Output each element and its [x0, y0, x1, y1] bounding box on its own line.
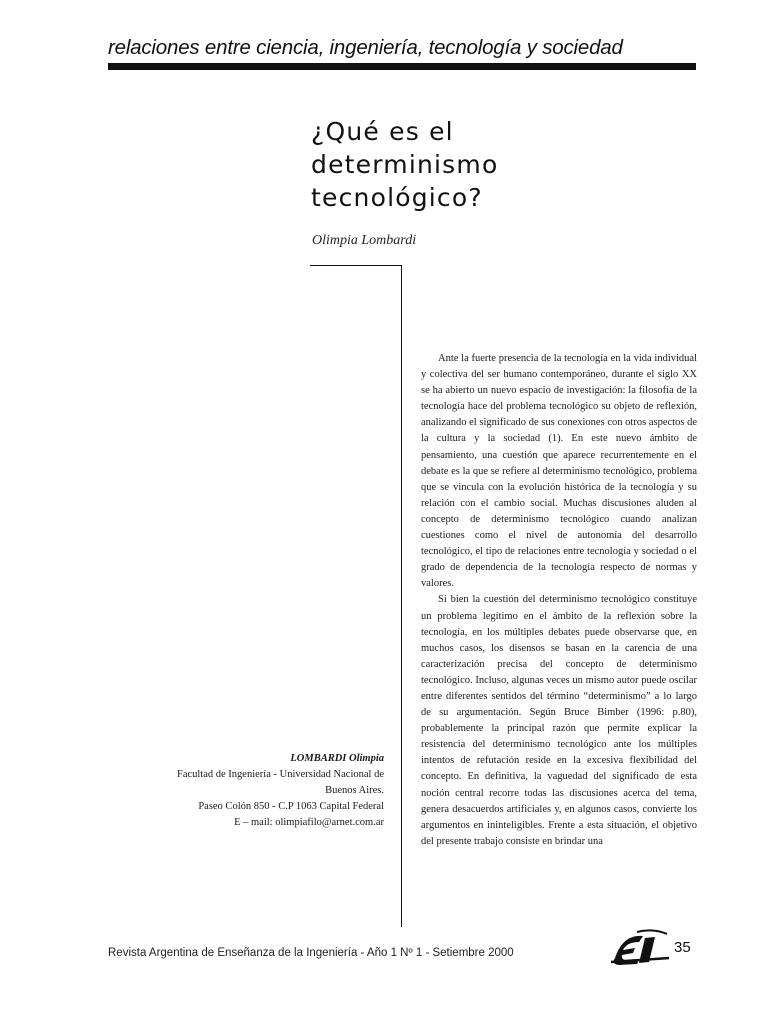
article-body	[421, 351, 697, 850]
affiliation-line: Facultad de Ingeniería - Universidad Nacional de	[176, 769, 384, 781]
body-paragraph: Si bien la cuestión del determinismo tecnológico constituye un problema legítimo en el ámbito de la reflexión sobre la tecnología, en los múltiples debates puede observarse que, en muchos casos, los disensos se basan en la carencia de una caracterización precisa del concepto de determinismo tecnológico. Incluso, algunas veces un mismo autor puede oscilar entre diferentes sentidos del término “determinismo” a lo largo de su argumentación. Según Bruce Bimber (1996: p.80), probablemente la principal razón que permite explicar la resistencia del determinismo tecnológico ante los múltiples intentos de refutación reside en la excesiva flexibilidad del concepto. En definitiva, la vaguedad del significado de esta noción central recorre todas las discusiones acerca del tema, genera desacuerdos artificiales y, en algunos casos, convierte los argumentos en ininteligibles. Frente a esta situación, el objetivo del presente trabajo consiste en brindar una	[421, 594, 697, 847]
article-author: Olimpia Lombardi	[312, 233, 417, 248]
title-line: tecnológico?	[311, 183, 483, 212]
journal-footer: Revista Argentina de Enseñanza de la Ingeniería - Año 1 Nº 1 - Setiembre 2000	[108, 947, 514, 959]
affiliation-name: LOMBARDI Olimpia	[290, 753, 384, 764]
page-number: 35	[674, 939, 691, 956]
divider-vertical	[401, 265, 402, 927]
affiliation-line: E – mail: olimpiafilo@arnet.com.ar	[234, 817, 384, 829]
journal-logo-icon	[609, 928, 671, 966]
running-head: relaciones entre ciencia, ingeniería, tecnología y sociedad	[108, 36, 623, 59]
divider-horizontal	[310, 265, 401, 266]
author-affiliation	[110, 751, 384, 831]
title-line: determinismo	[311, 150, 499, 179]
title-line: ¿Qué es el	[311, 117, 454, 146]
header-rule	[108, 63, 696, 70]
body-paragraph: Ante la fuerte presencia de la tecnología en la vida individual y colectiva del ser humano contemporáneo, durante el siglo XX se ha abierto un nuevo espacio de investigación: la filosofía de la tecnología hace del problema tecnológico su objeto de reflexión, analizando el significado de sus conexiones con otros aspectos de la cultura y la sociedad (1). En este nuevo ámbito de pensamiento, una cuestión que aparece recurrentemente en el debate es la que se refiere al determinismo tecnológico, problema que se vincula con la evolución histórica de la tecnología y su relación con el cambio social. Muchas discusiones aluden al concepto de determinismo tecnológico cuando analizan cuestiones como el nivel de autonomía del desarrollo tecnológico, el tipo de relaciones entre tecnología y sociedad o el grado de dependencia de la tecnología respecto de normas y valores.	[421, 353, 697, 590]
affiliation-line: Buenos Aires.	[325, 785, 384, 797]
affiliation-line: Paseo Colón 850 - C.P 1063 Capital Federal	[198, 801, 384, 813]
article-title	[311, 115, 611, 214]
